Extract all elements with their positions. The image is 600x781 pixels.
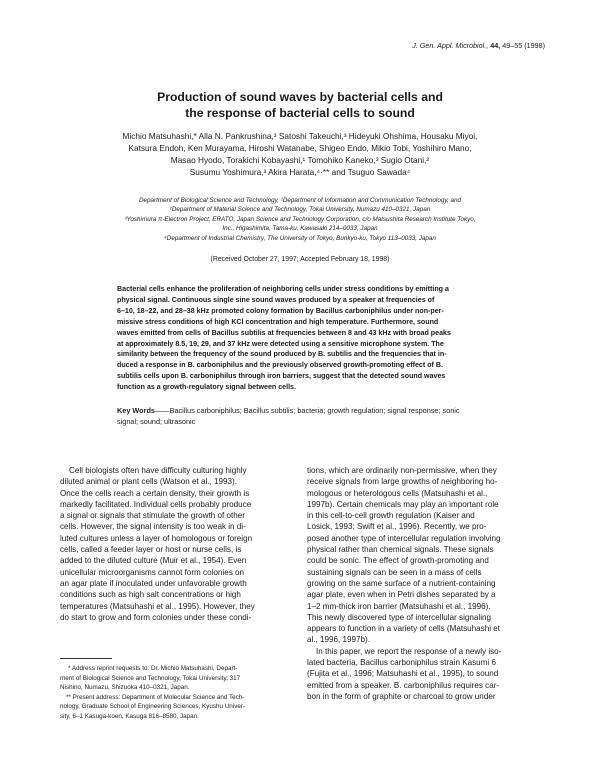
body-line: do start to grow and form colonies under these condi- <box>60 612 252 622</box>
body-line: growing on the same surface of a nutrient-containing <box>307 578 496 588</box>
body-line: receive signals from large growths of neighboring ho- <box>307 477 498 487</box>
abstract-line: waves emitted from cells of Bacillus subtilis at frequencies between 8 and 43 kHz with broad peaks <box>117 328 451 337</box>
abstract <box>117 284 515 393</box>
body-line: physical rather than chemical signals. These signals <box>307 545 494 555</box>
body-line: al., 1996, 1997b). <box>307 635 370 645</box>
body-line: lated bacteria, Bacillus carboniphilus strain Kasumi 6 <box>307 658 496 668</box>
abstract-line: 6–10, 18–22, and 28–38 kHz promoted colony formation by Bacillus carboniphilus under non-per- <box>117 306 444 315</box>
body-line: appears to function in a variety of cells (Matsuhashi et <box>307 624 501 634</box>
body-line: markedly facilitated. Individual cells probably produce <box>60 499 252 509</box>
affiliation-line: Department of Biological Science and Technology, ¹Department of Information and Communication Technology, and <box>138 197 462 204</box>
body-line: In this paper, we report the response of a newly iso- <box>316 646 502 656</box>
body-line: (Fujita et al., 1996; Matsuhashi et al., 1995), to sound <box>307 669 499 679</box>
body-line: agar plate, even when in Petri dishes separated by a <box>307 590 496 600</box>
footnote-line: Nishino, Numazu, Shizuoka 410–0321, Japan. <box>60 684 190 691</box>
body-line: mologous or heterologous cells (Matsuhashi et al., <box>307 488 488 498</box>
body-line: emitted from a speaker. B. carboniphilus requires car- <box>307 680 500 690</box>
body-line: Cell biologists often have difficulty culturing highly <box>69 466 247 475</box>
body-line: conditions such as high salt concentrations or high <box>60 590 241 600</box>
body-line: bon in the form of graphite or charcoal to grow under <box>307 691 496 701</box>
journal-volume: 44, <box>490 41 501 50</box>
keywords-line: signal; sound; ultrasonic <box>117 416 196 426</box>
body-line: This newly discovered type of intercellular signaling <box>307 612 491 622</box>
body-line: 1–2 mm-thick iron barrier (Matsuhashi et al., 1996). <box>307 601 491 611</box>
body-line: cells. However, the signal intensity is too weak in di- <box>60 522 246 532</box>
author-line: Michio Matsuhashi,* Alla N. Pankrushina,³ Satoshi Takeuchi,³ Hideyuki Ohshima, Housaku Miyoi, <box>122 131 478 141</box>
abstract-line: subtilis cells upon B. carboniphilus through iron barriers, suggest that the detected sound waves <box>117 372 446 381</box>
received-dates: (Received October 27, 1997; Accepted February 18, 1998) <box>210 256 390 263</box>
body-line: sustaining signals can be seen in a mass of cells <box>307 567 482 577</box>
title-line: the response of bacterial cells to sound <box>185 106 415 120</box>
affiliation-line: ⁴Department of Industrial Chemistry, The University of Tokyo, Bunkyo-ku, Tokyo 113–0033, Japan <box>164 234 436 242</box>
footnotes <box>60 664 296 721</box>
author-list <box>50 130 550 178</box>
body-column-left <box>60 465 292 623</box>
abstract-line: duced a response in B. carboniphilus and the previously observed growth-promoting effect of B. <box>117 361 443 370</box>
affiliation-line: ³Yoshimura π-Electron Project, ERATO, Japan Science and Technology Corporation, c/o Matsushita Research Institute Tokyo, <box>124 215 476 223</box>
keywords <box>117 406 515 428</box>
footnote-line: * Address reprint requests to: Dr. Michio Matsuhashi, Depart- <box>68 665 238 672</box>
author-line: Susumu Yoshimura,³ Akira Harata,⁴·** and Tsuguo Sawada⁴ <box>189 167 411 177</box>
body-line: Losick, 1993; Swift et al., 1996). Recently, we pro- <box>307 522 487 532</box>
abstract-line: function as a growth-regulatory signal between cells. <box>117 383 296 392</box>
footnote-divider <box>60 658 112 659</box>
body-line: cells, called a feeder layer or host or nurse cells, is <box>60 545 242 555</box>
journal-pages: 49–55 (1998) <box>502 41 545 50</box>
body-line: added to the diluted culture (Muir et al., 1954). Even <box>60 556 247 566</box>
body-line: Once the cells reach a certain density, their growth is <box>60 488 250 498</box>
paper-title <box>60 89 540 121</box>
keywords-label: Key Words <box>117 406 155 415</box>
body-line: could be sonic. The effect of growth-promoting and <box>307 556 489 566</box>
abstract-line: physical signal. Continuous single sine sound waves produced by a speaker at frequencies of <box>117 295 435 304</box>
body-line: an agar plate if inoculated under unfavorable growth <box>60 578 247 588</box>
footnote-line: sity, 6–1 Kasuga-koen, Kasuga 816–8580, Japan. <box>60 712 199 720</box>
author-line: Katsura Endoh, Ken Murayama, Hiroshi Watanabe, Shigeo Endo, Mikio Tobi, Yoshihiro Mano, <box>128 143 472 153</box>
body-column-right <box>307 465 543 702</box>
affiliations <box>40 196 560 243</box>
affiliation-line: Inc., Higashimita, Tama-ku, Kawasaki 214–0033, Japan <box>222 225 378 233</box>
abstract-line: Bacterial cells enhance the proliferation of neighboring cells under stress conditions by emitting a <box>117 285 449 293</box>
body-line: in this cell-to-cell growth regulation (Kaiser and <box>307 511 475 521</box>
keywords-line <box>117 406 515 417</box>
journal-name: J. Gen. Appl. Microbiol., <box>412 41 489 50</box>
abstract-line: similarity between the frequency of the sound produced by B. subtilis and the frequencies that in- <box>117 350 447 359</box>
keywords-text: ——Bacillus carboniphilus; Bacillus subtilis; bacteria; growth regulation; signal response; sonic <box>154 406 460 415</box>
author-line: Masao Hyodo, Torakichi Kobayashi,¹ Tomohiko Kaneko,³ Sugio Otani,² <box>170 155 430 165</box>
body-line: diluted animal or plant cells (Watson et al., 1993). <box>60 477 237 487</box>
body-line: tions, which are ordinarily non-permissive, when they <box>307 466 497 475</box>
title-line: Production of sound waves by bacterial cells and <box>157 90 443 104</box>
abstract-line: missive stress conditions of high KCl concentration and high temperature. Furthermore, sound <box>117 317 439 326</box>
body-line: a signal or signals that stimulate the growth of other <box>60 511 245 521</box>
abstract-line: at approximately 8.5, 19, 29, and 37 kHz were detected using a sensitive microphone system. The <box>117 339 444 348</box>
body-line: unicellular microorganisms cannot form colonies on <box>60 567 244 577</box>
body-line: 1997b). Certain chemicals may play an important role <box>307 499 499 509</box>
journal-citation <box>412 41 545 50</box>
body-line: temperatures (Matsuhashi et al., 1995). However, they <box>60 601 255 611</box>
affiliation-line: ²Department of Material Science and Technology, Tokai University, Numazu 410–0321, Japan <box>169 206 431 214</box>
body-line: luted cultures unless a layer of homologous or foreign <box>60 533 253 543</box>
footnote-line: nology, Graduate School of Engineering Sciences, Kyushu Univer- <box>60 703 246 710</box>
footnote-line: ** Present address: Department of Molecular Science and Tech- <box>66 693 245 701</box>
footnote-line: ment of Biological Science and Technology, Tokai University, 317 <box>60 674 241 682</box>
body-line: posed another type of intercellular regulation involving <box>307 533 501 543</box>
